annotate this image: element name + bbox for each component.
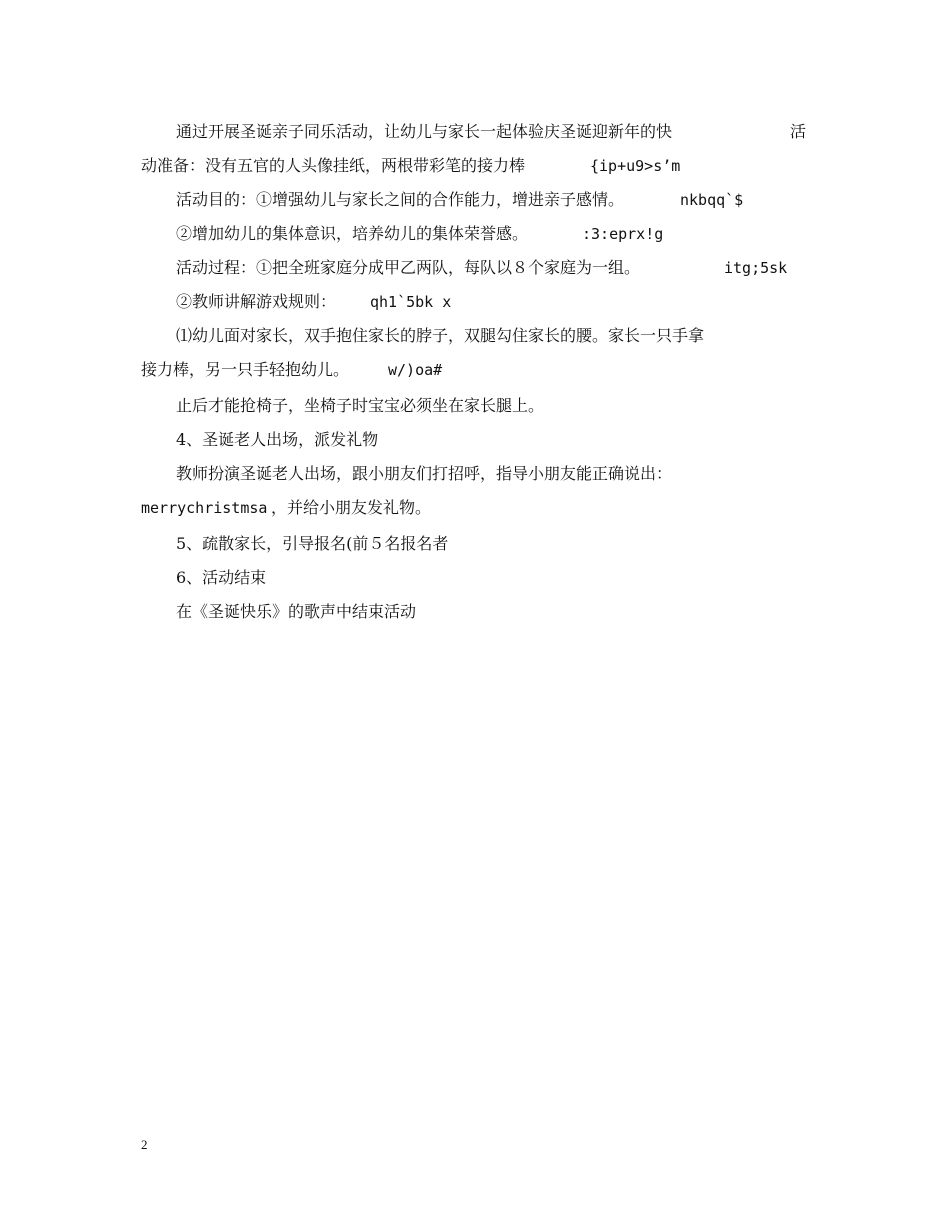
activity-process-1: 活动过程：①把全班家庭分成甲乙两队，每队以８个家庭为一组。 <box>176 258 641 277</box>
garbled-code-2: nkbqq`$ <box>680 191 744 209</box>
paragraph-line-2: 动准备：没有五官的人头像挂纸，两根带彩笔的接力棒 <box>141 156 526 175</box>
paragraph-line-1: 通过开展圣诞亲子同乐活动，让幼儿与家长一起体验庆圣诞迎新年的快 <box>176 122 673 141</box>
section-4-body-line-1: 教师扮演圣诞老人出场，跟小朋友们打招呼，指导小朋友能正确说出： <box>176 464 673 483</box>
garbled-code-5: qh1`5bk x <box>370 293 452 311</box>
rule-2: 止后才能抢椅子，坐椅子时宝宝必须坐在家长腿上。 <box>176 396 545 415</box>
activity-goal-2: ②增加幼儿的集体意识，培养幼儿的集体荣誉感。 <box>176 224 529 243</box>
rule-1-line-2: 接力棒，另一只手轻抱幼儿。 <box>141 360 350 379</box>
section-4-title: 4、圣诞老人出场，派发礼物 <box>176 430 379 449</box>
merry-christmas-text: merrychristmsa <box>141 499 268 517</box>
paragraph-line-1-tail: 活 <box>790 122 807 141</box>
garbled-code-3: :3:eprx!g <box>582 225 664 243</box>
page-number: 2 <box>141 1137 148 1152</box>
activity-process-2: ②教师讲解游戏规则： <box>176 292 337 311</box>
section-5-title: 5、疏散家长，引导报名(前５名报名者 <box>176 534 449 553</box>
garbled-code-6: w/)oa# <box>388 361 443 379</box>
closing-line: 在《圣诞快乐》的歌声中结束活动 <box>176 602 417 621</box>
section-6-title: 6、活动结束 <box>176 568 267 587</box>
rule-1-line-1: ⑴幼儿面对家长，双手抱住家长的脖子，双腿勾住家长的腰。家长一只手拿 <box>176 326 705 345</box>
garbled-code-1: {ip+u9>s’m <box>590 157 681 175</box>
garbled-code-4: itg;5sk <box>724 259 788 277</box>
activity-goal-1: 活动目的：①增强幼儿与家长之间的合作能力，增进亲子感情。 <box>176 190 625 209</box>
section-4-body-line-2: ，并给小朋友发礼物。 <box>271 498 432 517</box>
